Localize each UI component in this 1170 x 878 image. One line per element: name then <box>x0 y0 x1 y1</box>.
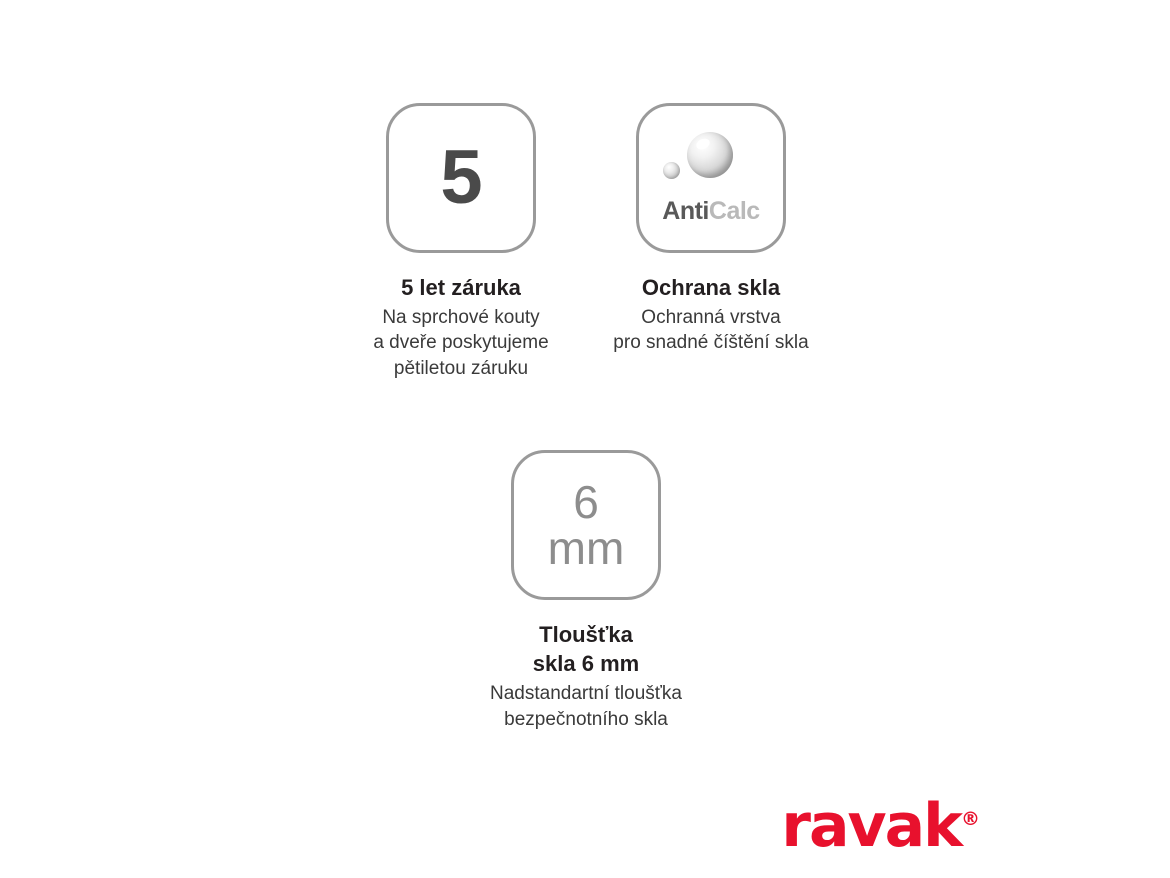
anticalc-wordmark-calc: Calc <box>708 197 760 225</box>
feature-warranty-description-line: Na sprchové kouty <box>382 307 540 329</box>
registered-trademark-icon: ® <box>961 808 980 830</box>
feature-thickness-description <box>455 681 717 732</box>
feature-warranty-description <box>330 305 592 381</box>
water-drop-large-icon <box>687 132 733 178</box>
feature-glass-protection-description-line: Ochranná vrstva <box>641 307 781 329</box>
badge-thickness-label <box>547 475 625 574</box>
anticalc-wordmark-anti: Anti <box>662 197 709 225</box>
feature-thickness-title-line2: skla 6 mm <box>532 651 640 677</box>
ravak-logo <box>781 791 980 861</box>
feature-glass-protection <box>580 103 842 356</box>
ravak-logo-text: ravak <box>781 791 961 861</box>
feature-glass-protection-description <box>580 305 842 356</box>
badge-warranty <box>386 103 536 253</box>
anticalc-wordmark <box>639 197 783 226</box>
feature-thickness <box>455 450 717 732</box>
badge-thickness-unit: mm <box>547 522 625 574</box>
feature-warranty-description-line: pětiletou záruku <box>393 357 529 379</box>
feature-thickness-title-line1: Tloušťka <box>539 622 633 647</box>
feature-thickness-title <box>455 620 717 678</box>
feature-thickness-description-line: bezpečnotního skla <box>504 708 668 730</box>
anticalc-logo-icon <box>639 106 783 250</box>
feature-warranty-title: 5 let záruka <box>401 275 521 300</box>
water-drop-small-icon <box>663 162 680 179</box>
badge-number-label: 5 <box>440 135 482 220</box>
feature-warranty-description-line: a dveře poskytujeme <box>373 332 549 354</box>
badge-anticalc <box>636 103 786 253</box>
badge-thickness <box>511 450 661 600</box>
feature-glass-protection-description-line: pro snadné číštění skla <box>613 332 809 354</box>
feature-thickness-description-line: Nadstandartní tloušťka <box>490 683 682 705</box>
feature-glass-protection-title: Ochrana skla <box>641 275 781 300</box>
badge-thickness-value: 6 <box>573 475 599 528</box>
feature-warranty <box>330 103 592 381</box>
